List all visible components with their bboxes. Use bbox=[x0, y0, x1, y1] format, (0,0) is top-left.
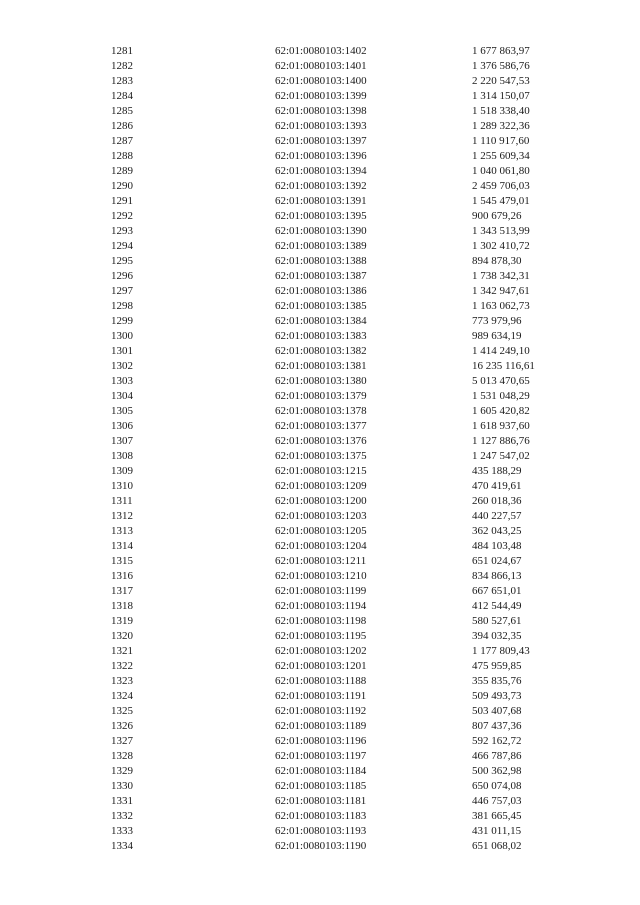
table-row bbox=[0, 599, 640, 614]
cadastral-value: 2 220 547,53 bbox=[472, 75, 530, 87]
cadastral-value: 394 032,35 bbox=[472, 630, 522, 642]
cadastral-value: 412 544,49 bbox=[472, 600, 522, 612]
cadastral-number: 62:01:0080103:1399 bbox=[275, 90, 367, 102]
row-number: 1318 bbox=[111, 600, 133, 612]
cadastral-number: 62:01:0080103:1375 bbox=[275, 450, 367, 462]
table-row bbox=[0, 419, 640, 434]
row-number: 1287 bbox=[111, 135, 133, 147]
cadastral-number: 62:01:0080103:1197 bbox=[275, 750, 367, 762]
table-row bbox=[0, 569, 640, 584]
row-number: 1305 bbox=[111, 405, 133, 417]
cadastral-number: 62:01:0080103:1215 bbox=[275, 465, 367, 477]
cadastral-number: 62:01:0080103:1204 bbox=[275, 540, 367, 552]
cadastral-number: 62:01:0080103:1185 bbox=[275, 780, 367, 792]
cadastral-value: 503 407,68 bbox=[472, 705, 522, 717]
row-number: 1291 bbox=[111, 195, 133, 207]
cadastral-value: 1 738 342,31 bbox=[472, 270, 530, 282]
table-row bbox=[0, 674, 640, 689]
table-row bbox=[0, 59, 640, 74]
cadastral-number: 62:01:0080103:1377 bbox=[275, 420, 367, 432]
cadastral-number: 62:01:0080103:1389 bbox=[275, 240, 367, 252]
cadastral-value: 1 376 586,76 bbox=[472, 60, 530, 72]
table-row bbox=[0, 434, 640, 449]
table-row bbox=[0, 539, 640, 554]
row-number: 1302 bbox=[111, 360, 133, 372]
row-number: 1283 bbox=[111, 75, 133, 87]
cadastral-number: 62:01:0080103:1205 bbox=[275, 525, 367, 537]
table-row bbox=[0, 284, 640, 299]
row-number: 1301 bbox=[111, 345, 133, 357]
table-row bbox=[0, 614, 640, 629]
table-row bbox=[0, 149, 640, 164]
table-row bbox=[0, 209, 640, 224]
table-row bbox=[0, 644, 640, 659]
table-row bbox=[0, 449, 640, 464]
cadastral-number: 62:01:0080103:1398 bbox=[275, 105, 367, 117]
row-number: 1310 bbox=[111, 480, 133, 492]
cadastral-value: 592 162,72 bbox=[472, 735, 522, 747]
cadastral-number: 62:01:0080103:1388 bbox=[275, 255, 367, 267]
row-number: 1308 bbox=[111, 450, 133, 462]
cadastral-value: 580 527,61 bbox=[472, 615, 522, 627]
cadastral-number: 62:01:0080103:1380 bbox=[275, 375, 367, 387]
row-number: 1313 bbox=[111, 525, 133, 537]
row-number: 1299 bbox=[111, 315, 133, 327]
row-number: 1333 bbox=[111, 825, 133, 837]
cadastral-value: 484 103,48 bbox=[472, 540, 522, 552]
cadastral-value: 1 127 886,76 bbox=[472, 435, 530, 447]
table-row bbox=[0, 89, 640, 104]
table-row bbox=[0, 344, 640, 359]
cadastral-value: 1 040 061,80 bbox=[472, 165, 530, 177]
row-number: 1295 bbox=[111, 255, 133, 267]
table-row bbox=[0, 629, 640, 644]
cadastral-number: 62:01:0080103:1391 bbox=[275, 195, 367, 207]
table-row bbox=[0, 704, 640, 719]
cadastral-value: 260 018,36 bbox=[472, 495, 522, 507]
row-number: 1324 bbox=[111, 690, 133, 702]
table-row bbox=[0, 314, 640, 329]
cadastral-value: 807 437,36 bbox=[472, 720, 522, 732]
row-number: 1296 bbox=[111, 270, 133, 282]
table-row bbox=[0, 329, 640, 344]
cadastral-value: 1 314 150,07 bbox=[472, 90, 530, 102]
cadastral-number: 62:01:0080103:1183 bbox=[275, 810, 367, 822]
cadastral-value: 1 414 249,10 bbox=[472, 345, 530, 357]
row-number: 1322 bbox=[111, 660, 133, 672]
table-row bbox=[0, 179, 640, 194]
cadastral-number: 62:01:0080103:1386 bbox=[275, 285, 367, 297]
cadastral-value: 381 665,45 bbox=[472, 810, 522, 822]
table-row bbox=[0, 779, 640, 794]
cadastral-value: 1 677 863,97 bbox=[472, 45, 530, 57]
cadastral-value: 16 235 116,61 bbox=[472, 360, 535, 372]
cadastral-number: 62:01:0080103:1384 bbox=[275, 315, 367, 327]
cadastral-number: 62:01:0080103:1188 bbox=[275, 675, 367, 687]
row-number: 1298 bbox=[111, 300, 133, 312]
table-row bbox=[0, 764, 640, 779]
cadastral-number: 62:01:0080103:1376 bbox=[275, 435, 367, 447]
cadastral-number: 62:01:0080103:1382 bbox=[275, 345, 367, 357]
row-number: 1314 bbox=[111, 540, 133, 552]
cadastral-value: 1 545 479,01 bbox=[472, 195, 530, 207]
cadastral-value: 1 247 547,02 bbox=[472, 450, 530, 462]
cadastral-number: 62:01:0080103:1190 bbox=[275, 840, 367, 852]
row-number: 1329 bbox=[111, 765, 133, 777]
cadastral-value-table bbox=[0, 44, 640, 854]
cadastral-value: 1 343 513,99 bbox=[472, 225, 530, 237]
table-row bbox=[0, 689, 640, 704]
row-number: 1297 bbox=[111, 285, 133, 297]
cadastral-value: 1 255 609,34 bbox=[472, 150, 530, 162]
row-number: 1311 bbox=[111, 495, 133, 507]
row-number: 1320 bbox=[111, 630, 133, 642]
row-number: 1292 bbox=[111, 210, 133, 222]
row-number: 1284 bbox=[111, 90, 133, 102]
cadastral-number: 62:01:0080103:1200 bbox=[275, 495, 367, 507]
cadastral-value: 773 979,96 bbox=[472, 315, 522, 327]
table-row bbox=[0, 299, 640, 314]
row-number: 1312 bbox=[111, 510, 133, 522]
cadastral-value: 1 618 937,60 bbox=[472, 420, 530, 432]
table-row bbox=[0, 74, 640, 89]
cadastral-value: 1 518 338,40 bbox=[472, 105, 530, 117]
cadastral-number: 62:01:0080103:1211 bbox=[275, 555, 367, 567]
cadastral-number: 62:01:0080103:1198 bbox=[275, 615, 367, 627]
row-number: 1328 bbox=[111, 750, 133, 762]
table-row bbox=[0, 584, 640, 599]
table-row bbox=[0, 839, 640, 854]
table-row bbox=[0, 494, 640, 509]
cadastral-value: 1 289 322,36 bbox=[472, 120, 530, 132]
row-number: 1321 bbox=[111, 645, 133, 657]
cadastral-value: 435 188,29 bbox=[472, 465, 522, 477]
cadastral-value: 989 634,19 bbox=[472, 330, 522, 342]
table-row bbox=[0, 749, 640, 764]
row-number: 1289 bbox=[111, 165, 133, 177]
table-row bbox=[0, 254, 640, 269]
cadastral-number: 62:01:0080103:1191 bbox=[275, 690, 367, 702]
cadastral-value: 900 679,26 bbox=[472, 210, 522, 222]
table-row bbox=[0, 734, 640, 749]
row-number: 1285 bbox=[111, 105, 133, 117]
cadastral-value: 475 959,85 bbox=[472, 660, 522, 672]
table-row bbox=[0, 374, 640, 389]
cadastral-number: 62:01:0080103:1194 bbox=[275, 600, 367, 612]
row-number: 1303 bbox=[111, 375, 133, 387]
cadastral-value: 5 013 470,65 bbox=[472, 375, 530, 387]
cadastral-number: 62:01:0080103:1393 bbox=[275, 120, 367, 132]
table-row bbox=[0, 224, 640, 239]
cadastral-number: 62:01:0080103:1199 bbox=[275, 585, 367, 597]
cadastral-number: 62:01:0080103:1210 bbox=[275, 570, 367, 582]
cadastral-number: 62:01:0080103:1385 bbox=[275, 300, 367, 312]
table-row bbox=[0, 389, 640, 404]
row-number: 1282 bbox=[111, 60, 133, 72]
row-number: 1323 bbox=[111, 675, 133, 687]
table-row bbox=[0, 269, 640, 284]
row-number: 1281 bbox=[111, 45, 133, 57]
cadastral-value: 362 043,25 bbox=[472, 525, 522, 537]
cadastral-number: 62:01:0080103:1387 bbox=[275, 270, 367, 282]
cadastral-number: 62:01:0080103:1192 bbox=[275, 705, 367, 717]
table-row bbox=[0, 659, 640, 674]
cadastral-value: 1 531 048,29 bbox=[472, 390, 530, 402]
table-row bbox=[0, 359, 640, 374]
row-number: 1286 bbox=[111, 120, 133, 132]
cadastral-number: 62:01:0080103:1381 bbox=[275, 360, 367, 372]
cadastral-value: 1 177 809,43 bbox=[472, 645, 530, 657]
cadastral-value: 650 074,08 bbox=[472, 780, 522, 792]
cadastral-number: 62:01:0080103:1189 bbox=[275, 720, 367, 732]
row-number: 1330 bbox=[111, 780, 133, 792]
row-number: 1304 bbox=[111, 390, 133, 402]
table-row bbox=[0, 824, 640, 839]
row-number: 1315 bbox=[111, 555, 133, 567]
cadastral-number: 62:01:0080103:1394 bbox=[275, 165, 367, 177]
table-row bbox=[0, 554, 640, 569]
cadastral-value: 509 493,73 bbox=[472, 690, 522, 702]
row-number: 1306 bbox=[111, 420, 133, 432]
cadastral-value: 1 163 062,73 bbox=[472, 300, 530, 312]
row-number: 1307 bbox=[111, 435, 133, 447]
table-row bbox=[0, 719, 640, 734]
cadastral-number: 62:01:0080103:1395 bbox=[275, 210, 367, 222]
cadastral-number: 62:01:0080103:1203 bbox=[275, 510, 367, 522]
row-number: 1332 bbox=[111, 810, 133, 822]
cadastral-value: 2 459 706,03 bbox=[472, 180, 530, 192]
cadastral-value: 500 362,98 bbox=[472, 765, 522, 777]
row-number: 1300 bbox=[111, 330, 133, 342]
table-row bbox=[0, 464, 640, 479]
cadastral-number: 62:01:0080103:1193 bbox=[275, 825, 367, 837]
table-row bbox=[0, 194, 640, 209]
table-row bbox=[0, 119, 640, 134]
cadastral-number: 62:01:0080103:1379 bbox=[275, 390, 367, 402]
cadastral-number: 62:01:0080103:1401 bbox=[275, 60, 367, 72]
cadastral-number: 62:01:0080103:1209 bbox=[275, 480, 367, 492]
table-row bbox=[0, 794, 640, 809]
cadastral-number: 62:01:0080103:1202 bbox=[275, 645, 367, 657]
row-number: 1294 bbox=[111, 240, 133, 252]
cadastral-number: 62:01:0080103:1397 bbox=[275, 135, 367, 147]
row-number: 1331 bbox=[111, 795, 133, 807]
table-row bbox=[0, 164, 640, 179]
cadastral-value: 446 757,03 bbox=[472, 795, 522, 807]
cadastral-value: 667 651,01 bbox=[472, 585, 522, 597]
row-number: 1326 bbox=[111, 720, 133, 732]
cadastral-number: 62:01:0080103:1383 bbox=[275, 330, 367, 342]
table-row bbox=[0, 479, 640, 494]
cadastral-number: 62:01:0080103:1195 bbox=[275, 630, 367, 642]
cadastral-number: 62:01:0080103:1201 bbox=[275, 660, 367, 672]
cadastral-value: 1 302 410,72 bbox=[472, 240, 530, 252]
cadastral-value: 440 227,57 bbox=[472, 510, 522, 522]
cadastral-value: 651 024,67 bbox=[472, 555, 522, 567]
cadastral-value: 466 787,86 bbox=[472, 750, 522, 762]
cadastral-number: 62:01:0080103:1396 bbox=[275, 150, 367, 162]
cadastral-value: 355 835,76 bbox=[472, 675, 522, 687]
table-row bbox=[0, 524, 640, 539]
table-row bbox=[0, 509, 640, 524]
table-row bbox=[0, 104, 640, 119]
row-number: 1293 bbox=[111, 225, 133, 237]
row-number: 1325 bbox=[111, 705, 133, 717]
cadastral-value: 651 068,02 bbox=[472, 840, 522, 852]
table-row bbox=[0, 44, 640, 59]
row-number: 1290 bbox=[111, 180, 133, 192]
cadastral-number: 62:01:0080103:1402 bbox=[275, 45, 367, 57]
table-row bbox=[0, 809, 640, 824]
cadastral-value: 470 419,61 bbox=[472, 480, 522, 492]
cadastral-value: 834 866,13 bbox=[472, 570, 522, 582]
table-row bbox=[0, 404, 640, 419]
cadastral-number: 62:01:0080103:1378 bbox=[275, 405, 367, 417]
row-number: 1319 bbox=[111, 615, 133, 627]
cadastral-number: 62:01:0080103:1196 bbox=[275, 735, 367, 747]
cadastral-value: 431 011,15 bbox=[472, 825, 522, 837]
row-number: 1288 bbox=[111, 150, 133, 162]
cadastral-number: 62:01:0080103:1181 bbox=[275, 795, 367, 807]
row-number: 1334 bbox=[111, 840, 133, 852]
cadastral-number: 62:01:0080103:1184 bbox=[275, 765, 367, 777]
row-number: 1317 bbox=[111, 585, 133, 597]
row-number: 1316 bbox=[111, 570, 133, 582]
cadastral-value: 1 342 947,61 bbox=[472, 285, 530, 297]
cadastral-number: 62:01:0080103:1392 bbox=[275, 180, 367, 192]
row-number: 1327 bbox=[111, 735, 133, 747]
cadastral-number: 62:01:0080103:1400 bbox=[275, 75, 367, 87]
table-row bbox=[0, 239, 640, 254]
table-row bbox=[0, 134, 640, 149]
cadastral-value: 1 605 420,82 bbox=[472, 405, 530, 417]
row-number: 1309 bbox=[111, 465, 133, 477]
cadastral-number: 62:01:0080103:1390 bbox=[275, 225, 367, 237]
cadastral-value: 1 110 917,60 bbox=[472, 135, 530, 147]
cadastral-value: 894 878,30 bbox=[472, 255, 522, 267]
